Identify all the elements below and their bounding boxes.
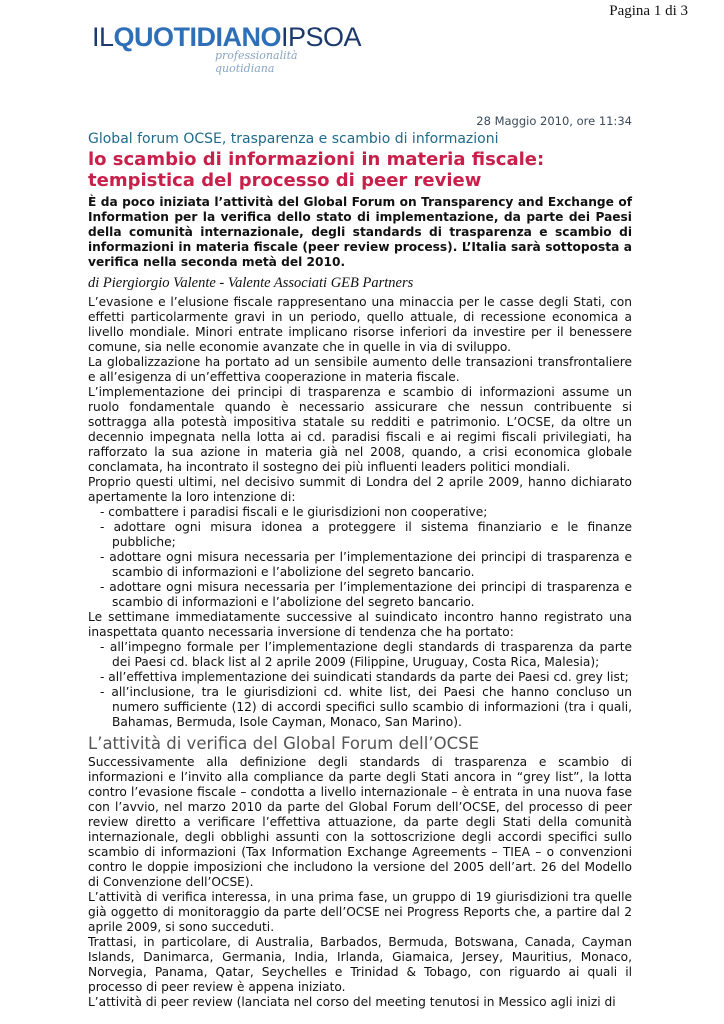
logo-ipsoa: IPSOA bbox=[281, 22, 362, 52]
article-author: di Piergiorgio Valente - Valente Associati GEB Partners bbox=[88, 275, 414, 291]
section-heading: L’attività di verifica del Global Forum dell’OCSE bbox=[88, 734, 479, 753]
paragraph: L’implementazione dei principi di trasparenza e scambio di informazioni assume un ruolo fondamentale quando è necessario assicurare che nessun contribuente si sottragga alla potestà impositiva statale su redditi e patrimonio. L’OCSE, da oltre un decennio impegnata nella lotta ai cd. paradisi fiscali e ai regimi fiscali privilegiati, ha rafforzato la sua azione in materia già nel 2008, quando, a crisi economica globale conclamata, ha incontrato il sostegno dei più influenti leaders politici mondiali. bbox=[88, 385, 632, 474]
paragraph: L’attività di verifica interessa, in una prima fase, un gruppo di 19 giurisdizioni tra quelle già oggetto di monitoraggio da parte dell’OCSE nei Progress Reports che, a partire dal 2 aprile 2009, si sono succeduti. bbox=[88, 890, 632, 934]
outcomes-list bbox=[88, 640, 632, 730]
page-number: Pagina 1 di 3 bbox=[609, 3, 688, 19]
article-body bbox=[88, 295, 632, 1010]
paragraph: La globalizzazione ha portato ad un sensibile aumento delle transazioni transfrontaliere e all’esigenza di un’effettiva cooperazione in materia fiscale. bbox=[88, 355, 632, 384]
logo-il: IL bbox=[92, 22, 114, 52]
list-item: - adottare ogni misura idonea a proteggere il sistema finanziario e le finanze pubbliche; bbox=[100, 520, 632, 549]
paragraph: Proprio questi ultimi, nel decisivo summit di Londra del 2 aprile 2009, hanno dichiarato apertamente la loro intenzione di: bbox=[88, 475, 632, 504]
article-date: 28 Maggio 2010, ore 11:34 bbox=[476, 114, 632, 128]
list-item: - combattere i paradisi fiscali e le giurisdizioni non cooperative; bbox=[100, 505, 488, 519]
intentions-list bbox=[88, 505, 632, 610]
article-lead: È da poco iniziata l’attività del Global Forum on Transparency and Exchange of Information per la verifica dello stato di implementazione, da parte dei Paesi della comunità internazionale, degli standards di trasparenza e scambio di informazioni in materia fiscale (peer review process). L’Italia sarà sottoposta a verifica nella seconda metà del 2010. bbox=[88, 195, 632, 269]
article bbox=[88, 114, 632, 1010]
list-item: - all’effettiva implementazione dei suindicati standards da parte dei Paesi cd. grey list; bbox=[100, 670, 629, 684]
paragraph: L’attività di peer review (lanciata nel corso del meeting tenutosi in Messico agli inizi di bbox=[88, 995, 616, 1009]
newspaper-logo bbox=[92, 22, 362, 75]
paragraph: L’evasione e l’elusione fiscale rappresentano una minaccia per le casse degli Stati, con effetti particolarmente gravi in un periodo, quello attuale, di recessione economica a livello mondiale. Minori entrate implicano risorse inferiori da investire per il benessere comune, sia nelle economie avanzate che in quelle in via di sviluppo. bbox=[88, 295, 632, 354]
list-item: - all’impegno formale per l’implementazione degli standards di trasparenza da parte dei Paesi cd. black list al 2 aprile 2009 (Filippine, Uruguay, Costa Rica, Malesia); bbox=[100, 640, 632, 669]
logo-tagline: professionalità quotidiana bbox=[215, 49, 298, 75]
list-item: - all’inclusione, tra le giurisdizioni cd. white list, dei Paesi che hanno concluso un numero sufficiente (12) di accordi specifici sullo scambio di informazioni (tra i quali, Bahamas, Bermuda, Isole Cayman, Monaco, San Marino). bbox=[100, 685, 632, 729]
logo-quotidiano: QUOTIDIANO bbox=[113, 22, 282, 52]
paragraph: Trattasi, in particolare, di Australia, Barbados, Bermuda, Botswana, Canada, Cayman Islands, Danimarca, Germania, India, Irlanda, Giamaica, Jersey, Mauritius, Monaco, Norvegia, Panama, Qatar, Seychelles e Trinidad & Tobago, con riguardo ai quali il processo di peer review è appena iniziato. bbox=[88, 935, 632, 994]
paragraph: Successivamente alla definizione degli standards di trasparenza e scambio di informazioni e l’invito alla compliance da parte degli Stati ancora in “grey list”, la lotta contro l’evasione fiscale – condotta a livello internazionale – è entrata in una nuova fase con l’avvio, nel marzo 2010 da parte del Global Forum dell’OCSE, del processo di peer review diretto a verificare l’effettiva attuazione, da parte degli Stati della comunità internazionale, degli obblighi assunti con la sottoscrizione degli accordi specifici sullo scambio di informazioni (Tax Information Exchange Agreements – TIEA – o convenzioni contro le doppie imposizioni che includono la versione del 2005 dell’art. 26 del Modello di Convenzione dell’OCSE). bbox=[88, 755, 632, 889]
paragraph: Le settimane immediatamente successive al suindicato incontro hanno registrato una inaspettata quanto necessaria inversione di tendenza che ha portato: bbox=[88, 610, 632, 639]
article-kicker: Global forum OCSE, trasparenza e scambio di informazioni bbox=[88, 131, 499, 147]
list-item: - adottare ogni misura necessaria per l’implementazione dei principi di trasparenza e scambio di informazioni e l’abolizione del segreto bancario. bbox=[100, 550, 632, 579]
article-title: lo scambio di informazioni in materia fiscale: tempistica del processo di peer review bbox=[88, 149, 545, 191]
list-item: - adottare ogni misura necessaria per l’implementazione dei principi di trasparenza e scambio di informazioni e l’abolizione del segreto bancario. bbox=[100, 580, 632, 609]
